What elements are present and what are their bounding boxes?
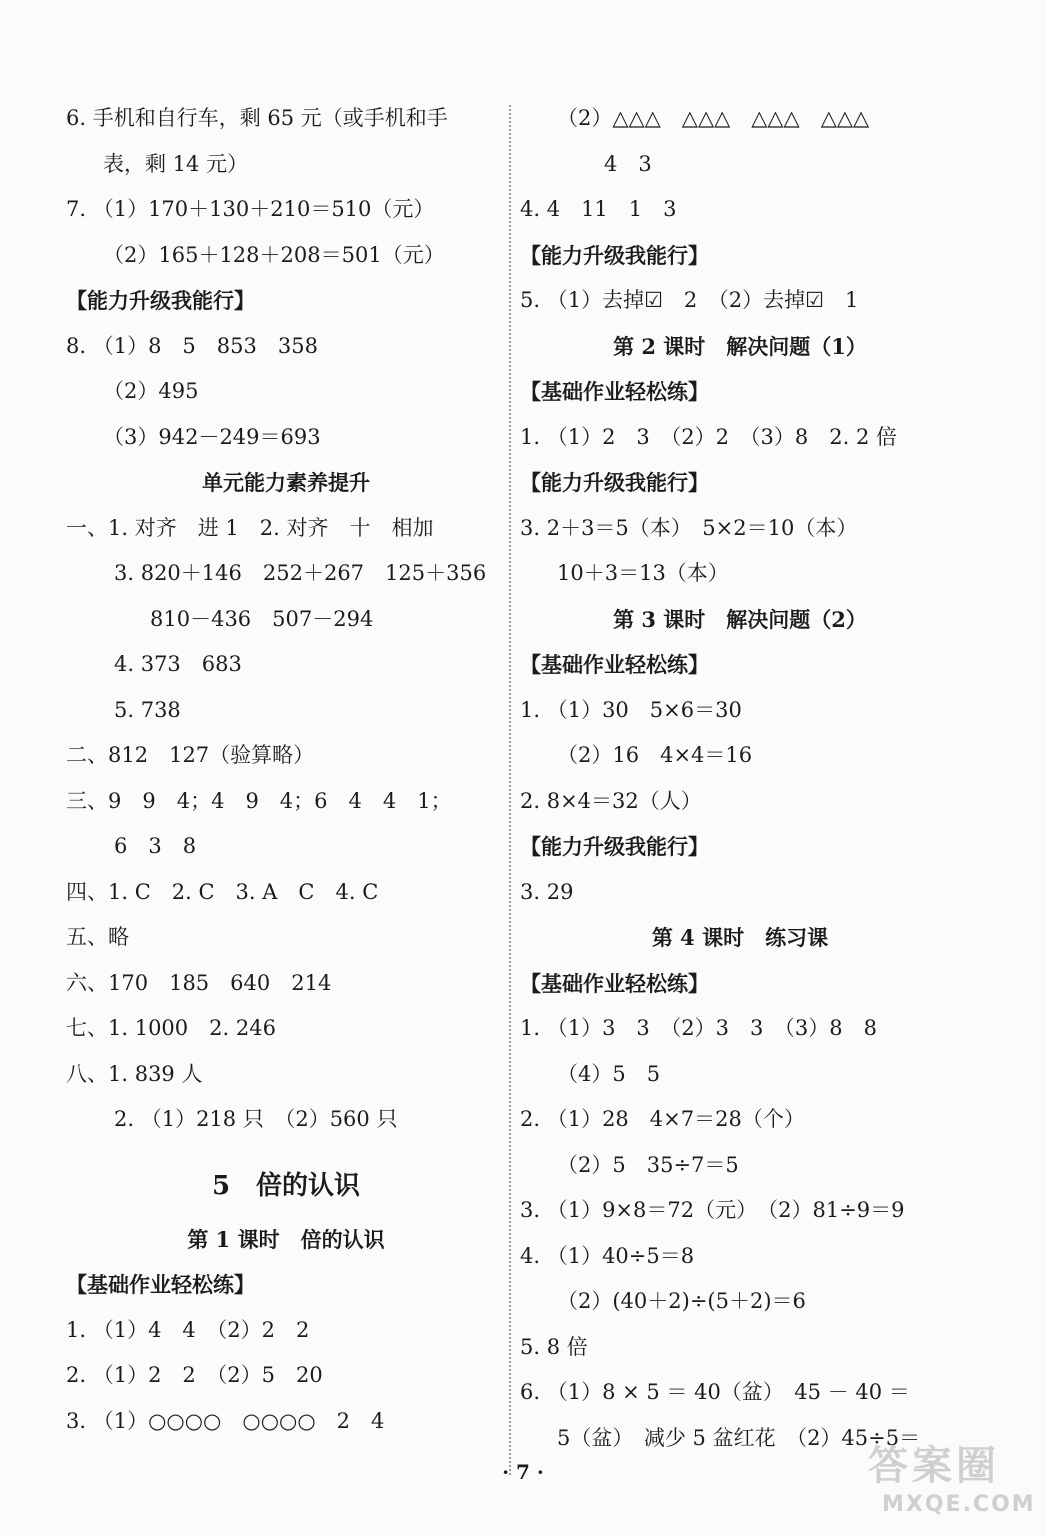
right-column-line: 4. （1）40÷5＝8 bbox=[520, 1243, 695, 1268]
left-column-line: 五、略 bbox=[66, 925, 129, 949]
left-column-line: 【能力升级我能行】 bbox=[66, 288, 255, 313]
right-column-line: 4 3 bbox=[604, 151, 652, 176]
left-column-line: 表，剩 14 元） bbox=[103, 151, 249, 176]
left-column-line: （2）165＋128＋208＝501（元） bbox=[103, 242, 445, 267]
left-column-line: （2）495 bbox=[103, 379, 199, 403]
right-column-line: 【能力升级我能行】 bbox=[520, 470, 709, 495]
right-column-line: 【基础作业轻松练】 bbox=[520, 970, 709, 996]
left-column-line: 第 1 课时 倍的认识 bbox=[187, 1226, 385, 1252]
left-column-line: 5 倍的认识 bbox=[211, 1170, 361, 1201]
left-column-line: 6 3 8 bbox=[114, 834, 197, 858]
left-column-line: 2. （1）218 只 （2）560 只 bbox=[114, 1107, 398, 1131]
left-column-line: 4. 373 683 bbox=[114, 652, 242, 676]
right-column-line: 5. 8 倍 bbox=[520, 1334, 588, 1359]
watermark-logo: 答案圈 bbox=[868, 1443, 1000, 1489]
left-column-line: 【基础作业轻松练】 bbox=[66, 1272, 255, 1297]
left-column-line: 1. （1）4 4 （2）2 2 bbox=[66, 1317, 310, 1342]
left-column-line: （3）942－249＝693 bbox=[103, 424, 321, 449]
left-column-line: 二、812 127（验算略） bbox=[66, 743, 315, 767]
right-column-line: 3. 2＋3＝5（本） 5×2＝10（本） bbox=[520, 515, 858, 540]
right-column-line: 6. （1）8 × 5 ＝ 40（盆） 45 － 40 ＝ bbox=[520, 1380, 910, 1404]
watermark bbox=[868, 1442, 1038, 1532]
column-divider bbox=[509, 105, 511, 1475]
right-column-line: 5（盆） 减少 5 盆红花 （2）45÷5＝ bbox=[557, 1425, 921, 1450]
right-column-line: （2）(40＋2)÷(5＋2)＝6 bbox=[557, 1289, 806, 1313]
right-column-line: 【能力升级我能行】 bbox=[520, 242, 709, 268]
right-column-line: 第 2 课时 解决问题（1） bbox=[613, 333, 867, 359]
right-column-line: 第 4 课时 练习课 bbox=[651, 925, 829, 950]
left-column-line: 2. （1）2 2 （2）5 20 bbox=[66, 1363, 323, 1387]
left-column-line: 四、1. C 2. C 3. A C 4. C bbox=[66, 879, 379, 904]
right-column-line: 1. （1）3 3 （2）3 3 （3）8 8 bbox=[520, 1016, 877, 1040]
left-column-line: 单元能力素养提升 bbox=[202, 470, 370, 495]
page-number: · 7 · bbox=[502, 1460, 544, 1484]
right-column-line: （2）5 35÷7＝5 bbox=[557, 1152, 739, 1177]
right-column-line: 4. 4 11 1 3 bbox=[520, 197, 677, 221]
left-column bbox=[66, 96, 506, 1444]
left-column-line: 810－436 507－294 bbox=[150, 606, 374, 631]
left-column-line: 5. 738 bbox=[114, 697, 181, 722]
right-column-line: 5. （1）去掉☑ 2 （2）去掉☑ 1 bbox=[520, 288, 859, 312]
right-column-line: 【基础作业轻松练】 bbox=[520, 379, 709, 404]
right-column-line: 2. 8×4＝32（人） bbox=[520, 788, 702, 813]
left-column-line: 3. 820＋146 252＋267 125＋356 bbox=[114, 561, 487, 585]
left-column-line: 八、1. 839 人 bbox=[66, 1061, 203, 1086]
left-column-line: 3. （1）○○○○ ○○○○ 2 4 bbox=[66, 1408, 385, 1433]
left-column-line: 7. （1）170＋130＋210＝510（元） bbox=[66, 197, 435, 221]
left-column-line: 三、9 9 4；4 9 4；6 4 4 1； bbox=[66, 788, 452, 813]
right-column-line: 【基础作业轻松练】 bbox=[520, 652, 709, 677]
right-column-line: （2）△△△ △△△ △△△ △△△ bbox=[557, 106, 870, 130]
right-column-line: 【能力升级我能行】 bbox=[520, 834, 709, 859]
left-column-line: 8. （1）8 5 853 358 bbox=[66, 333, 318, 358]
watermark-url: MXQE.COM bbox=[882, 1492, 1036, 1517]
right-column-line: 1. （1）2 3 （2）2 （3）8 2. 2 倍 bbox=[520, 424, 897, 449]
left-column-line: 六、170 185 640 214 bbox=[66, 970, 332, 995]
left-column-line: 七、1. 1000 2. 246 bbox=[66, 1016, 276, 1040]
right-column-line: （4）5 5 bbox=[557, 1061, 661, 1086]
right-column-line: 第 3 课时 解决问题（2） bbox=[613, 606, 867, 632]
right-column-line: （2）16 4×4＝16 bbox=[557, 743, 753, 767]
left-column-line: 6. 手机和自行车，剩 65 元（或手机和手 bbox=[66, 106, 448, 130]
right-column bbox=[520, 96, 960, 1461]
right-column-line: 10＋3＝13（本） bbox=[557, 561, 729, 585]
right-column-line: 2. （1）28 4×7＝28（个） bbox=[520, 1107, 805, 1131]
left-column-line: 一、1. 对齐 进 1 2. 对齐 十 相加 bbox=[66, 515, 434, 540]
right-column-line: 3. （1）9×8＝72（元） （2）81÷9＝9 bbox=[520, 1198, 905, 1222]
right-column-line: 3. 29 bbox=[520, 879, 574, 904]
right-column-line: 1. （1）30 5×6＝30 bbox=[520, 697, 742, 722]
